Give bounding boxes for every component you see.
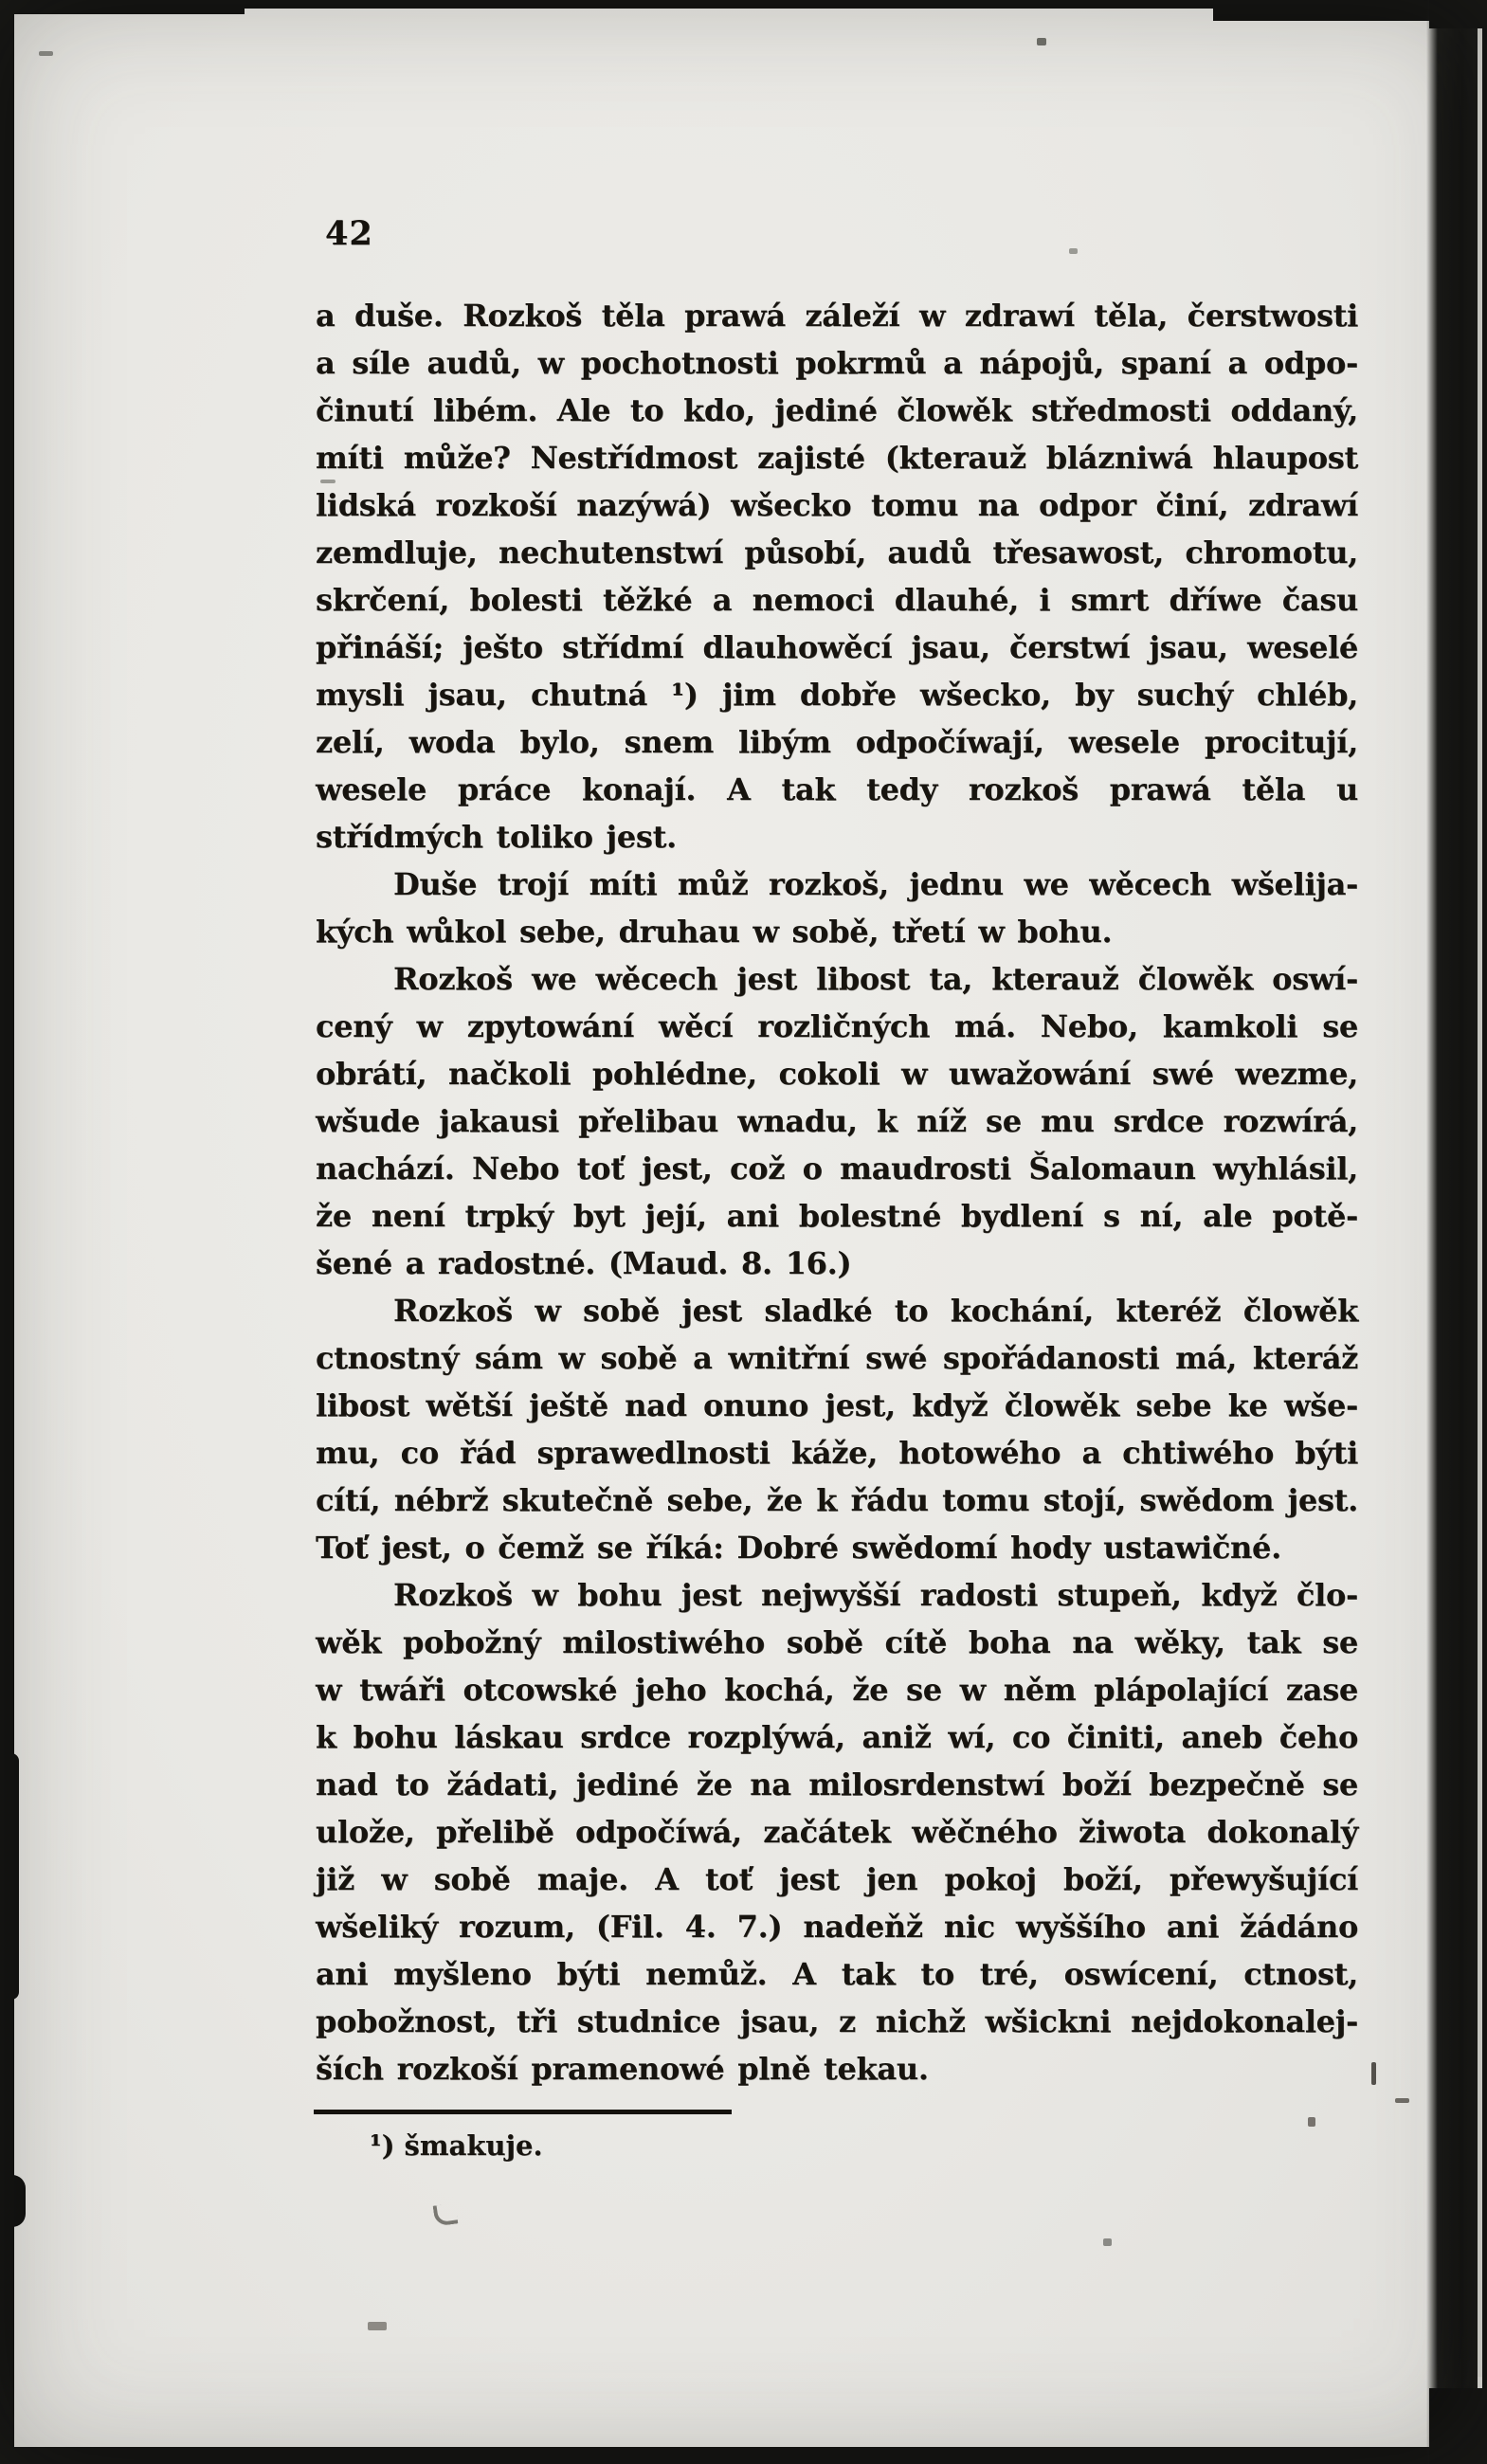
text-line: již w sobě maje. A toť jest jen pokoj boží, přewyšující: [316, 1861, 1358, 1897]
text-line: zemdluje, nechutenstwí působí, audů třesawost, chromotu,: [316, 534, 1358, 571]
text-line: Toť jest, o čemž se říká: Dobré swědomí hody ustawičné.: [316, 1530, 1281, 1566]
ink-speck: [320, 480, 335, 483]
text-line: střídmých toliko jest.: [316, 819, 677, 855]
ink-speck: [1069, 248, 1078, 254]
footnote: ¹) šmakuje.: [370, 2129, 543, 2162]
ink-speck: [1308, 2117, 1315, 2127]
scan-edge-right: [1482, 0, 1487, 2464]
text-line: a duše. Rozkoš těla prawá záleží w zdrawí těla, čerstwosti: [316, 298, 1358, 334]
text-line: ulože, přelibě odpočíwá, začátek wěčného žiwota dokonalý: [316, 1814, 1358, 1850]
text-line: míti může? Nestřídmost zajisté (kterauž blázniwá hlaupost: [316, 440, 1358, 476]
page-number: 42: [325, 214, 373, 253]
text-line: libost wětší ještě nad onuno jest, když člowěk sebe ke wše-: [316, 1387, 1358, 1423]
text-line: kých wůkol sebe, druhau w sobě, třetí w bohu.: [316, 914, 1113, 950]
text-line: ani myšleno býti nemůž. A tak to tré, oswícení, ctnost,: [316, 1956, 1358, 1992]
scan-border-top-left-thick: [0, 0, 245, 14]
ink-speck: [368, 2322, 387, 2330]
body-text: [316, 292, 1358, 2093]
text-line: w twáři otcowské jeho kochá, že se w něm plápolající zase: [316, 1672, 1358, 1708]
ink-hook-mark: [433, 2202, 459, 2226]
text-line: skrčení, bolesti těžké a nemoci dlauhé, i smrt dříwe času: [316, 582, 1358, 618]
scan-border-left: [0, 0, 14, 2464]
ink-speck: [1395, 2098, 1409, 2103]
text-line: zelí, woda bylo, snem libým odpočíwají, wesele procitují,: [316, 724, 1358, 760]
text-line: šené a radostné. (Maud. 8. 16.): [316, 1245, 852, 1281]
scan-corner-bottom-right: [1429, 2388, 1487, 2464]
text-line: činutí libém. Ale to kdo, jediné člowěk středmosti oddaný,: [316, 392, 1358, 428]
ink-speck: [1103, 2238, 1112, 2246]
text-line: mu, co řád sprawedlnosti káže, hotowého a chtiwého býti: [316, 1435, 1358, 1471]
scan-corner-top-right: [1429, 0, 1487, 28]
text-line: Rozkoš w sobě jest sladké to kochání, kteréž člowěk: [393, 1293, 1358, 1329]
text-line: wšeliký rozum, (Fil. 4. 7.) nadeňž nic wyššího ani žádáno: [316, 1909, 1358, 1945]
text-line: k bohu láskau srdce rozplýwá, aniž wí, co činiti, aneb čeho: [316, 1719, 1358, 1755]
text-line: nad to žádati, jediné že na milosrdenstwí boží bezpečně se: [316, 1766, 1358, 1803]
text-line: přináší; ješto střídmí dlauhowěcí jsau, čerstwí jsau, weselé: [316, 629, 1358, 665]
text-line: Rozkoš w bohu jest nejwyšší radosti stupeň, když člo-: [393, 1577, 1358, 1613]
text-line: a síle audů, w pochotnosti pokrmů a nápojů, spaní a odpo-: [316, 345, 1358, 381]
text-line: lidská rozkoší nazýwá) wšecko tomu na odpor činí, zdrawí: [316, 487, 1358, 523]
text-line: cený w zpytowání wěcí rozličných má. Nebo, kamkoli se: [316, 1008, 1358, 1044]
text-line: mysli jsau, chutná ¹) jim dobře wšecko, by suchý chléb,: [316, 677, 1358, 713]
text-line: Duše trojí míti můž rozkoš, jednu we wěcech wšelija-: [393, 866, 1358, 902]
footnote-rule: [314, 2110, 732, 2114]
text-line: ctnostný sám w sobě a wnitřní swé spořádanosti má, kteráž: [316, 1340, 1358, 1376]
text-line: Rozkoš we wěcech jest libost ta, kterauž člowěk oswí-: [393, 961, 1358, 997]
text-line: pobožnost, tři studnice jsau, z nichž wšickni nejdokonalej-: [316, 2003, 1358, 2039]
text-line: cítí, nébrž skutečně sebe, že k řádu tomu stojí, swědom jest.: [316, 1482, 1358, 1518]
text-line: ších rozkoší pramenowé plně tekau.: [316, 2051, 929, 2087]
scan-border-left-bump: [0, 1753, 19, 2000]
ink-speck: [39, 51, 53, 56]
text-line: obrátí, načkoli pohlédne, cokoli w uwažowání swé wezme,: [316, 1056, 1358, 1092]
text-line: nachází. Nebo toť jest, což o maudrosti Šalomaun wyhlásil,: [316, 1150, 1358, 1187]
ink-speck: [1371, 2062, 1376, 2085]
text-line: wěk pobožný milostiwého sobě cítě boha na wěky, tak se: [316, 1624, 1358, 1660]
text-line: wesele práce konají. A tak tedy rozkoš prawá těla u: [316, 771, 1358, 807]
scan-gutter-shadow-right: [1426, 0, 1478, 2464]
text-line: že není trpký byt její, ani bolestné bydlení s ní, ale potě-: [316, 1198, 1358, 1234]
text-line: wšude jakausi přelibau wnadu, k níž se mu srdce rozwírá,: [316, 1103, 1358, 1139]
scan-border-bottom: [0, 2447, 1487, 2464]
ink-speck: [1037, 38, 1046, 45]
scan-border-left-blob: [0, 2175, 26, 2227]
